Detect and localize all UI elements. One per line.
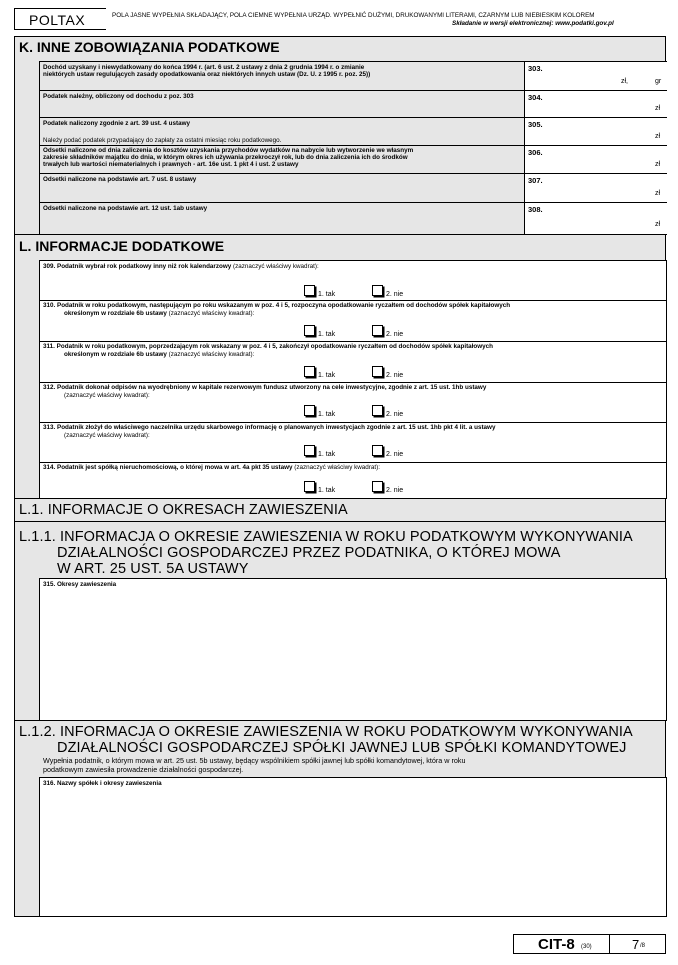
section-l12-note-2: podatkowym zawiesiła prowadzenie działalności gospodarczej. xyxy=(43,765,244,774)
section-k xyxy=(14,36,666,235)
fill-instructions: POLA JASNE WYPEŁNIA SKŁADAJĄCY, POLA CIEMNE WYPEŁNIA URZĄD. WYPEŁNIĆ DUŻYMI, DRUKOWANYMI LITERAMI, CZARNYM LUB NIEBIESKIM KOLOREM xyxy=(112,12,595,19)
checkbox-311-no[interactable] xyxy=(372,366,383,377)
unit-zl: zł xyxy=(655,133,661,140)
question-314-label: Podatnik jest spółką nieruchomościową, o której mowa w art. 4a pkt 35 ustawy xyxy=(57,464,293,471)
unit-zl: zł xyxy=(655,221,661,228)
question-309 xyxy=(39,260,667,301)
question-309-hint: (zaznaczyć właściwy kwadrat): xyxy=(233,263,319,270)
question-314-text xyxy=(43,464,380,472)
question-310 xyxy=(39,300,667,342)
brand-box xyxy=(14,8,106,30)
label-309-no: 2. nie xyxy=(386,291,404,298)
section-l12-title-2: DZIAŁALNOŚCI GOSPODARCZEJ SPÓŁKI JAWNEJ LUB SPÓŁKI KOMANDYTOWEJ xyxy=(57,740,627,756)
row-305-note: Należy podać podatek przypadający do zapłaty za ostatni miesiąc roku podatkowego. xyxy=(43,137,282,144)
label-309-yes: 1. tak xyxy=(318,291,336,298)
unit-zl: zł, xyxy=(621,78,628,85)
question-309-text xyxy=(43,263,319,271)
question-312-number: 312. xyxy=(43,384,56,391)
checkbox-314-yes[interactable] xyxy=(304,481,315,492)
section-l11-title-1: L.1.1. INFORMACJA O OKRESIE ZAWIESZENIA W ROKU PODATKOWYM WYKONYWANIA xyxy=(19,529,633,545)
field-306[interactable] xyxy=(524,146,667,173)
question-311-text xyxy=(43,343,663,358)
question-310-text xyxy=(43,302,663,317)
unit-gr: gr xyxy=(655,78,662,85)
checkbox-314-no[interactable] xyxy=(372,481,383,492)
section-l1 xyxy=(14,498,666,522)
row-308-label: Odsetki naliczone na podstawie art. 12 ust. 1ab ustawy xyxy=(43,205,208,212)
row-306-label-3: trwałych lub wartości niematerialnych i prawnych - art. 16e ust. 1 pkt 4 i ust. 2 ustawy xyxy=(43,161,299,168)
label-314-yes: 1. tak xyxy=(318,487,336,494)
label-311-no: 2. nie xyxy=(386,372,404,379)
label-313-yes: 1. tak xyxy=(318,451,336,458)
checkbox-309-yes[interactable] xyxy=(304,285,315,296)
question-311-label: Podatnik w roku podatkowym, poprzedzającym rok wskazany w poz. 4 i 5, zakończył opodatkowanie ryczałtem od dochodów spółek kapitałowych xyxy=(56,343,494,350)
page-total: /8 xyxy=(640,943,646,949)
question-312-text xyxy=(43,384,663,399)
question-310-label: Podatnik w roku podatkowym, następującym po roku wskazanym w poz. 4 i 5, rozpoczyna opodatkowanie ryczałtem od dochodów spółek kapitałowych xyxy=(57,302,511,309)
row-304-label: Podatek należny, obliczony od dochodu z poz. 303 xyxy=(43,93,194,100)
question-312-hint: (zaznaczyć właściwy kwadrat): xyxy=(64,391,150,399)
form-version: (30) xyxy=(581,944,592,950)
field-307[interactable] xyxy=(524,174,667,202)
question-309-number: 309. xyxy=(43,263,56,270)
question-313-label: Podatnik złożył do właściwego naczelnika urzędu skarbowego informację o planowanych inwestycjach zgodnie z art. 15 ust. 1hb pkt 4 lit. a ustawy xyxy=(57,424,496,431)
row-304 xyxy=(39,90,667,118)
question-313-text xyxy=(43,424,663,439)
label-310-no: 2. nie xyxy=(386,331,404,338)
row-307 xyxy=(39,173,667,203)
page-number: 7 xyxy=(632,937,640,952)
label-312-yes: 1. tak xyxy=(318,411,336,418)
checkbox-309-no[interactable] xyxy=(372,285,383,296)
field-315-label: 315. Okresy zawieszenia xyxy=(43,581,117,588)
question-311-number: 311. xyxy=(43,343,55,350)
row-306-label-1: Odsetki naliczone od dnia zaliczenia do kosztów uzyskania przychodów wydatków na nabycie lub wytworzenie we własnym xyxy=(43,147,414,154)
field-316[interactable] xyxy=(39,777,667,917)
field-308[interactable] xyxy=(524,203,667,234)
checkbox-311-yes[interactable] xyxy=(304,366,315,377)
question-309-label: Podatnik wybrał rok podatkowy inny niż rok kalendarzowy xyxy=(57,263,232,270)
label-314-no: 2. nie xyxy=(386,487,404,494)
question-310-label-2: określonym w rozdziale 6b ustawy xyxy=(64,309,167,317)
field-315[interactable] xyxy=(39,578,667,721)
section-l12-title-1: L.1.2. INFORMACJA O OKRESIE ZAWIESZENIA W ROKU PODATKOWYM WYKONYWANIA xyxy=(19,724,633,740)
row-303-label-1: Dochód uzyskany i niewydatkowany do końca 1994 r. (art. 6 ust. 2 ustawy z dnia 2 grudnia 1994 r. o zmianie xyxy=(43,64,365,71)
field-305[interactable] xyxy=(524,118,667,145)
electronic-filing-note: Składanie w wersji elektronicznej: www.podatki.gov.pl xyxy=(452,20,614,27)
checkbox-312-no[interactable] xyxy=(372,405,383,416)
question-313-hint: (zaznaczyć właściwy kwadrat): xyxy=(64,431,150,439)
question-314-hint: (zaznaczyć właściwy kwadrat): xyxy=(294,464,381,471)
field-306-number: 306. xyxy=(528,148,543,157)
row-303-label-2: niektórych ustaw regulujących zasady opodatkowania oraz niektórych innych ustaw (Dz. U. z 1995 r. poz. 25)) xyxy=(43,71,371,78)
field-305-number: 305. xyxy=(528,120,543,129)
checkbox-310-no[interactable] xyxy=(372,325,383,336)
label-311-yes: 1. tak xyxy=(318,372,336,379)
label-312-no: 2. nie xyxy=(386,411,404,418)
section-k-title: K. INNE ZOBOWIĄZANIA PODATKOWE xyxy=(19,39,280,55)
section-l11 xyxy=(14,521,666,721)
field-304-number: 304. xyxy=(528,93,543,102)
label-310-yes: 1. tak xyxy=(318,331,336,338)
question-311-label-2: określonym w rozdziale 6b ustawy xyxy=(64,350,167,358)
row-305 xyxy=(39,117,667,146)
unit-zl: zł xyxy=(655,161,661,168)
section-l11-title-3: W ART. 25 UST. 5A USTAWY xyxy=(57,561,249,577)
checkbox-313-no[interactable] xyxy=(372,445,383,456)
question-312-label: Podatnik dokonał odpisów na wyodrębniony w kapitale rezerwowym fundusz utworzony na cele inwestycyjne, zgodnie z art. 15 ust. 1hb ustawy xyxy=(57,384,487,391)
field-308-number: 308. xyxy=(528,205,543,214)
question-314-number: 314. xyxy=(43,464,56,471)
field-303[interactable] xyxy=(524,62,667,90)
row-305-label: Podatek naliczony zgodnie z art. 39 ust. 4 ustawy xyxy=(43,120,190,127)
question-310-hint: (zaznaczyć właściwy kwadrat): xyxy=(168,309,255,317)
row-306-label-2: zakresie składników majątku do dnia, w którym okres ich używania przekroczył rok, lub do dnia zaliczenia ich do środków xyxy=(43,154,408,161)
question-310-number: 310. xyxy=(43,302,56,309)
question-314 xyxy=(39,462,667,499)
row-303 xyxy=(39,61,667,91)
checkbox-310-yes[interactable] xyxy=(304,325,315,336)
section-l11-title-2: DZIAŁALNOŚCI GOSPODARCZEJ PRZEZ PODATNIKA, O KTÓREJ MOWA xyxy=(57,545,561,561)
field-303-number: 303. xyxy=(528,64,543,73)
page-number-box xyxy=(609,934,666,954)
form-code-box xyxy=(513,934,610,954)
label-313-no: 2. nie xyxy=(386,451,404,458)
section-l12 xyxy=(14,720,666,917)
field-307-number: 307. xyxy=(528,176,543,185)
question-311-hint: (zaznaczyć właściwy kwadrat): xyxy=(168,350,255,358)
unit-zl: zł xyxy=(655,105,661,112)
question-313-number: 313. xyxy=(43,424,56,431)
checkbox-312-yes[interactable] xyxy=(304,405,315,416)
question-313 xyxy=(39,422,667,463)
section-l1-title: L.1. INFORMACJE O OKRESACH ZAWIESZENIA xyxy=(19,502,348,518)
checkbox-313-yes[interactable] xyxy=(304,445,315,456)
row-306 xyxy=(39,145,667,174)
question-311 xyxy=(39,341,667,383)
section-l xyxy=(14,234,666,499)
row-307-label: Odsetki naliczone na podstawie art. 7 ust. 8 ustawy xyxy=(43,176,197,183)
section-l12-note-1: Wypełnia podatnik, o którym mowa w art. 25 ust. 5b ustawy, będący wspólnikiem spółki jawnej lub spółki komandytowej, która w roku xyxy=(43,756,466,765)
row-308 xyxy=(39,202,667,235)
question-312 xyxy=(39,382,667,423)
field-304[interactable] xyxy=(524,91,667,117)
unit-zl: zł xyxy=(655,190,661,197)
section-l-title: L. INFORMACJE DODATKOWE xyxy=(19,238,225,254)
brand-name: POLTAX xyxy=(29,12,86,28)
form-code: CIT-8 xyxy=(538,936,575,953)
field-316-label: 316. Nazwy spółek i okresy zawieszenia xyxy=(43,780,162,787)
